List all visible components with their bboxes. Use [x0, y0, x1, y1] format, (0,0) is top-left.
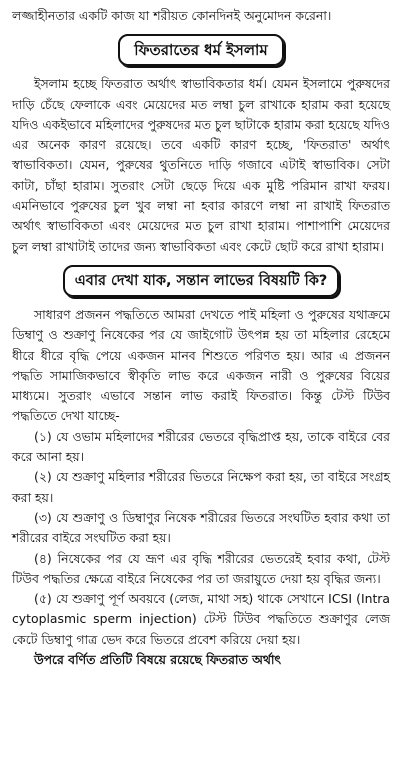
- closing-line: উপরে বর্ণিত প্রতিটি বিষয়ে রয়েছে ফিতরাত অর্থাৎ: [34, 652, 282, 668]
- intro-paragraph: লজ্জাহীনতার একটি কাজ যা শরীয়ত কোনদিনই অনুমোদন করেনা।: [12, 8, 332, 23]
- section1-heading: ফিতরাতের ধর্ম ইসলাম: [118, 34, 283, 66]
- list-item-4: (৪) নিষেকের পর যে ভ্রূণ এর বৃদ্ধি শরীরের ভেতরেই হবার কথা, টেস্ট টিউব পদ্ধতির ক্ষেত্রে বাইরে নিষেকের পর তা জরায়ুতে দেয়া হয় বৃদ্ধির জন্য।: [12, 550, 390, 586]
- list-item-5: (৫) যে শুক্রাণু পূর্ণ অবয়বে (লেজ, মাথা সহ) থাকে সেখানে ICSI (Intra cytoplasmic sperm injection) টেস্ট টিউব পদ্ধতিতে শুক্রাণুর লেজ কেটে ডিম্বাণু গাত্র ভেদ করে ভিতরে প্রবেশ করিয়ে দেয়া হয়।: [12, 591, 390, 647]
- section2-paragraph: সাধারণ প্রজনন পদ্ধতিতে আমরা দেখতে পাই মহিলা ও পুরুষের যথাক্রমে ডিম্বাণু ও শুক্রাণু নিষেকের পর যে জাইগোট উৎপন্ন হয় তা মহিলার রেহেমে ধীরে ধীরে বৃদ্ধি পেয়ে একজন মানব শিশুতে পরিণত হয়। আর এ প্রজনন পদ্ধতি সামাজিকভাবে স্বীকৃতি লাভ করে একজন নারী ও পুরুষের বিয়ের মাধ্যমে। সুতরাং এভাবে সন্তান লাভ করাই ফিতরাত। কিন্তু টেস্ট টিউব পদ্ধতিতে দেখা যাচ্ছে-: [12, 306, 390, 424]
- section2-heading-wrap: [12, 265, 390, 297]
- list-item-3: (৩) যে শুক্রাণু ও ডিম্বাণুর নিষেক শরীরের ভিতরে সংঘটিত হবার কথা তা শরীরের বাইরে সংঘটিত করা হয়।: [12, 509, 390, 546]
- section1-paragraph: ইসলাম হচ্ছে ফিতরাত অর্থাৎ স্বাভাবিকতার ধর্ম। যেমন ইসলামে পুরুষদের দাড়ি চেঁছে ফেলাকে এবং মেয়েদের মত লম্বা চুল রাখাকে হারাম করা হয়েছে যদিও একইভাবে মহিলাদের পুরুষদের মত চুল ছাটাকে হারাম করা হয়েছে যদিও এর অনেক কারণ রয়েছে। তবে একটি কারণ হচ্ছে, 'ফিতরাত' অর্থাৎ স্বাভাবিকতা। যেমন, পুরুষের থুতনিতে দাড়ি গজাবে এটাই স্বাভাবিক। সেটা কাটা, চাঁছা হারাম। সুতরাং সেটা ছেড়ে দিয়ে এক মুষ্টি পরিমান রাখা ফরয। এমনিভাবে পুরুষের চুল খুব লম্বা না হবার কারণে লম্বা না রাখাই ফিতরাত অর্থাৎ স্বাভাবিকতা এবং মেয়েদের মত চুল রাখা হারাম। পাশাপাশি মেয়েদের চুল লম্বা রাখাটাই তাদের জন্য স্বাভাবিকতা এবং কেটে ছোট করে রাখা হারাম।: [12, 76, 390, 254]
- list-item-1: (১) যে ওভাম মহিলাদের শরীরের ভেতরে বৃদ্ধিপ্রাপ্ত হয়, তাকে বাইরে বের করে আনা হয়।: [12, 428, 390, 465]
- list-item-2: (২) যে শুক্রাণু মহিলার শরীরের ভিতরে নিক্ষেপ করা হয়, তা বাইরে সংগ্রহ করা হয়।: [12, 469, 390, 505]
- section2-heading: এবার দেখা যাক, সন্তান লাভের বিষয়টি কি?: [63, 265, 340, 297]
- section1-heading-wrap: [12, 34, 390, 66]
